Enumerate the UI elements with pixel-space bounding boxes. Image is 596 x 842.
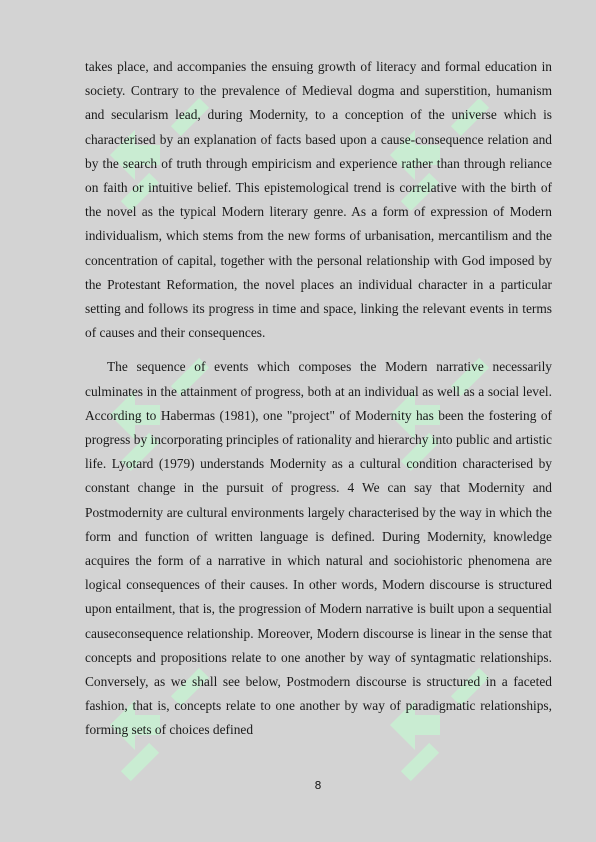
body-text <box>85 55 552 743</box>
body-paragraph: takes place, and accompanies the ensuing growth of literacy and formal education in society. Contrary to the prevalence of Medieval dogma and superstition, humanism and secularism lead, during Modernity, to a conception of the universe which is characterised by an explanation of facts based upon a cause-consequence relation and by the search of truth through empiricism and experience rather than through reliance on faith or intuitive belief. This epistemological trend is correlative with the birth of the novel as the typical Modern literary genre. As a form of expression of Modern individualism, which stems from the new forms of urbanisation, mercantilism and the concentration of capital, together with the personal relationship with God imposed by the Protestant Reformation, the novel places an individual character in a particular setting and follows its progress in time and space, linking the relevant events in terms of causes and their consequences. <box>85 59 552 341</box>
body-paragraph: The sequence of events which composes the Modern narrative necessarily culminates in the attainment of progress, both at an individual as well as a social level. According to Habermas (1981), one "project" of Modernity has been the fostering of progress by incorporating principles of rationality and hierarchy into public and artistic life. Lyotard (1979) understands Modernity as a cultural condition characterised by constant change in the pursuit of progress. 4 We can say that Modernity and Postmodernity are cultural environments largely characterised by the way in which the form and function of written language is defined. During Modernity, knowledge acquires the form of a narrative in which natural and sociohistoric phenomena are logical consequences of their causes. In other words, Modern discourse is structured upon entailment, that is, the progression of Modern narrative is built upon a sequential causeconsequence relationship. Moreover, Modern discourse is linear in the sense that concepts and propositions relate to one another by way of syntagmatic relationships. Conversely, as we shall see below, Postmodern discourse is structured in a faceted fashion, that is, concepts relate to one another by way of paradigmatic relationships, forming sets of choices defined <box>85 359 552 738</box>
page-number: 8 <box>314 779 322 792</box>
